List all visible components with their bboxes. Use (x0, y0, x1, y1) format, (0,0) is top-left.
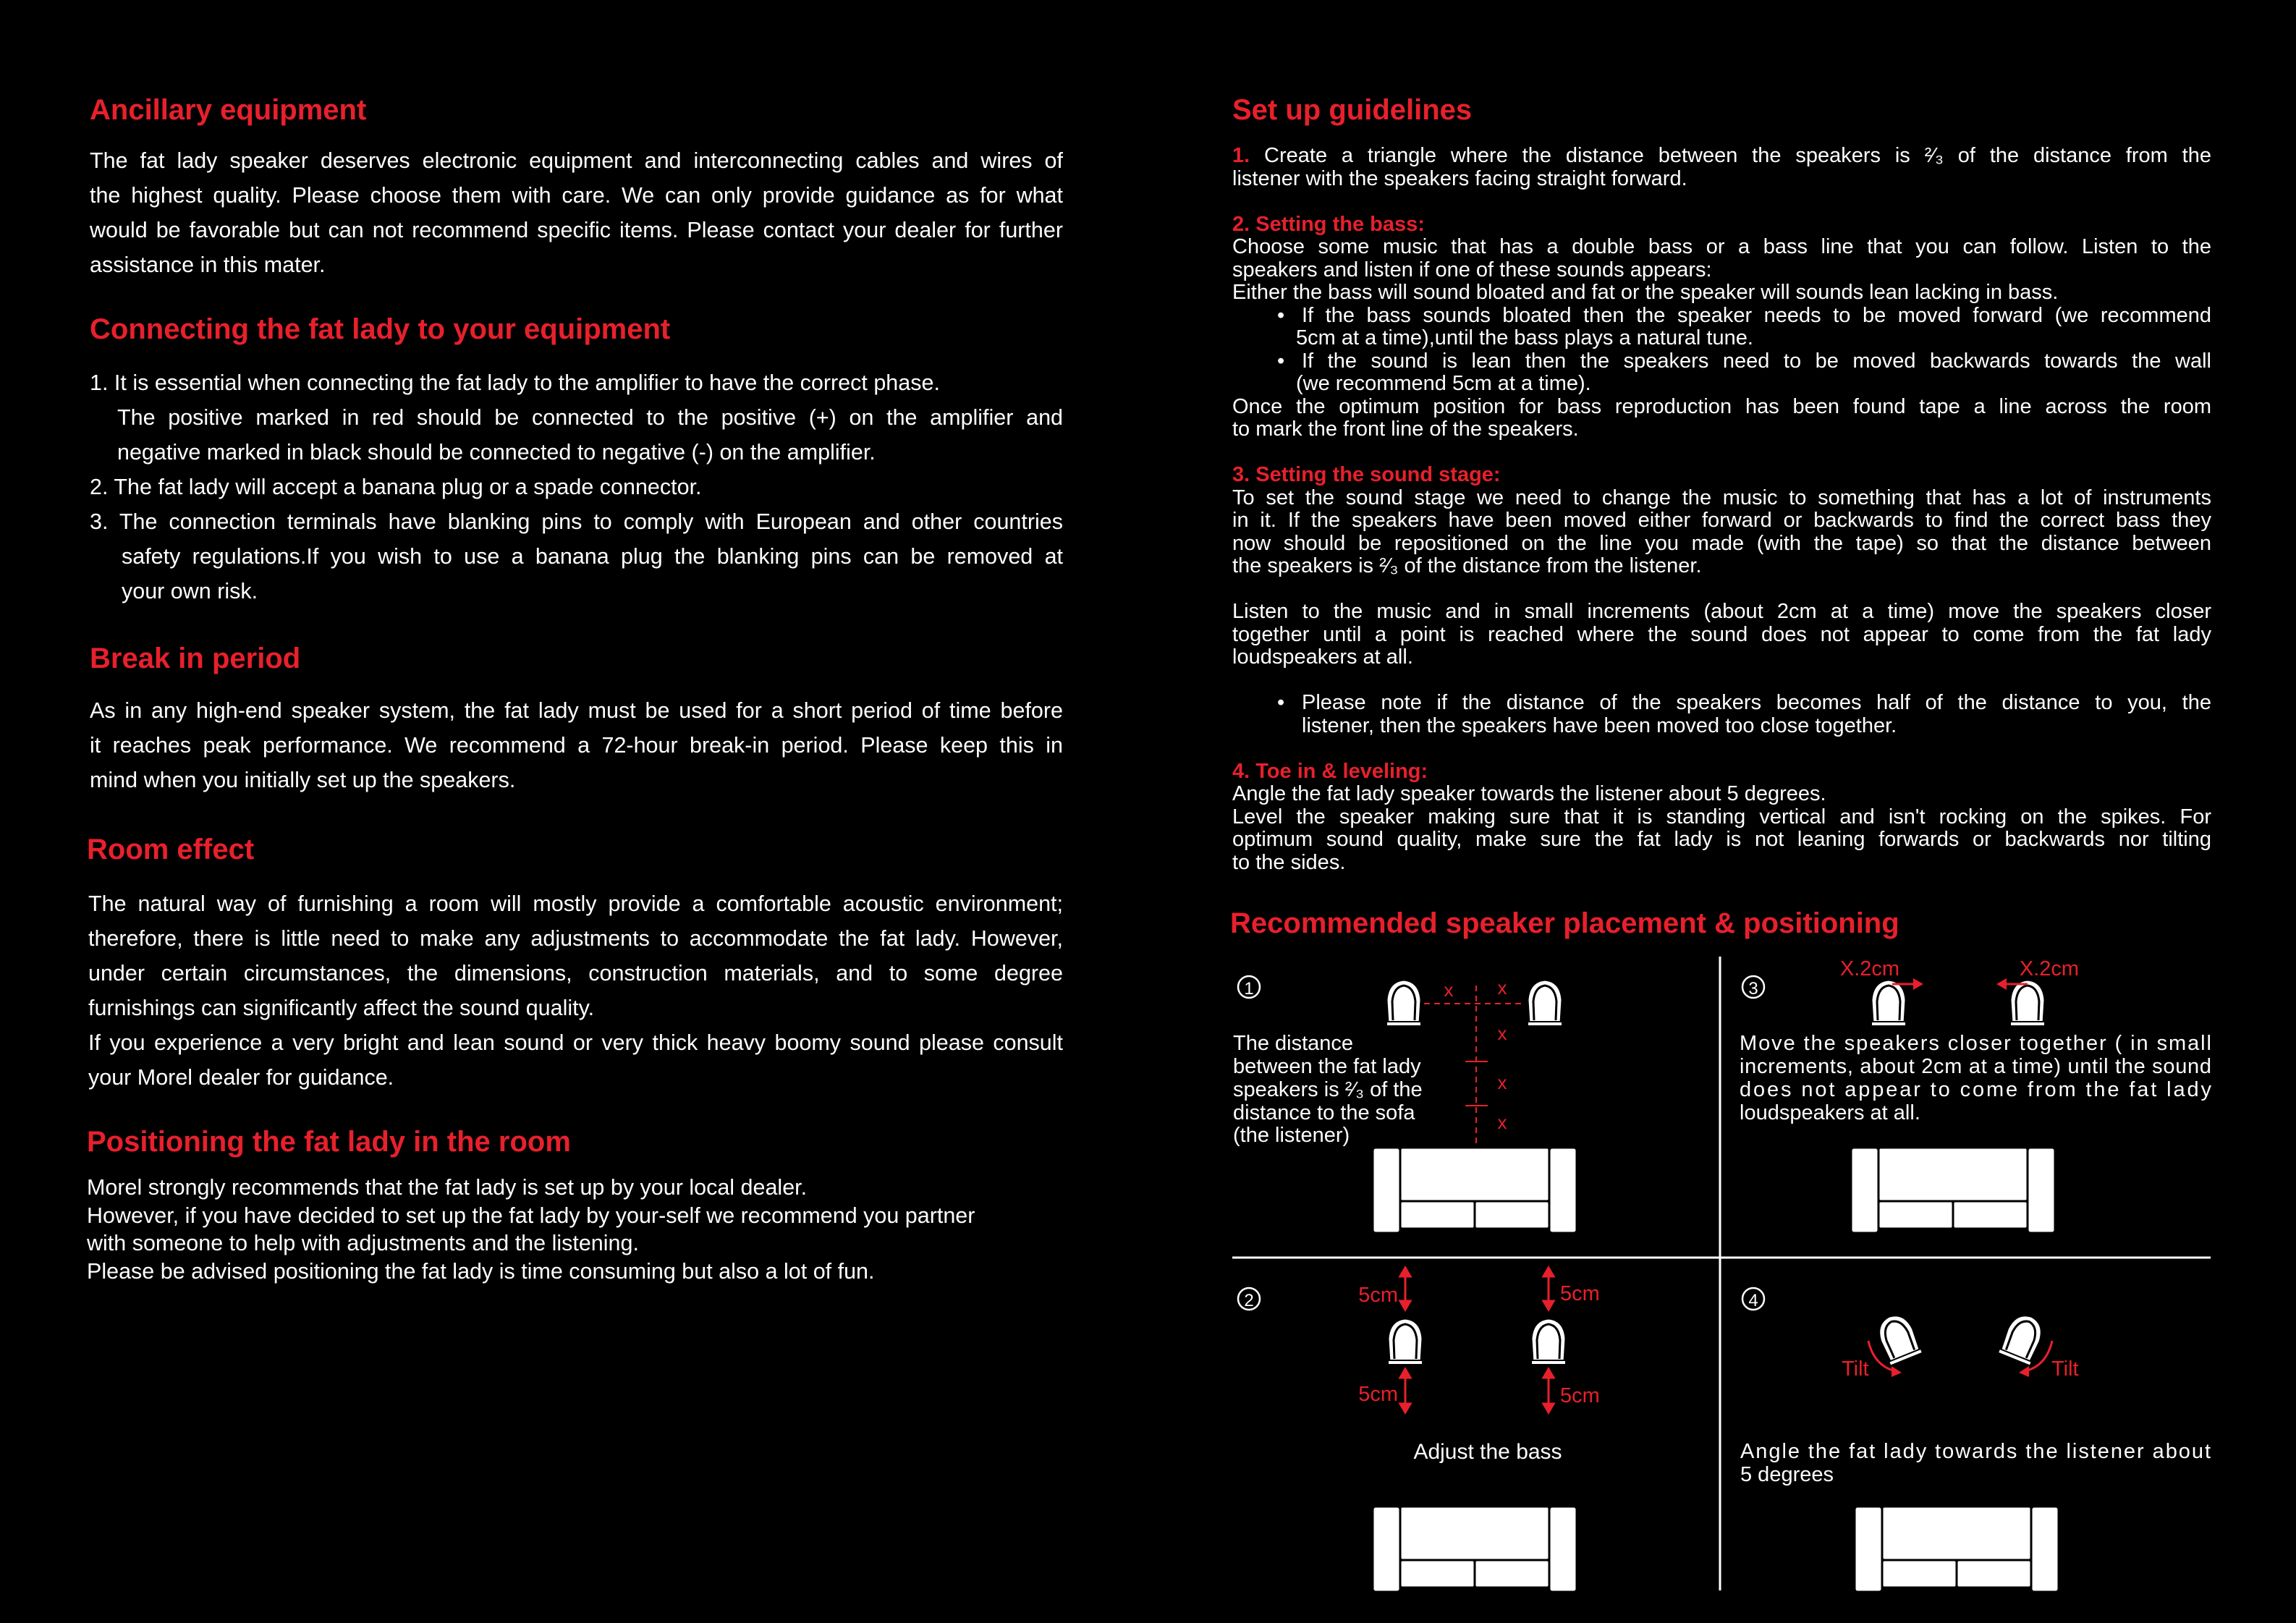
text-line: The fat lady speaker deserves electronic equipment and interconnecting cables and wires of (90, 148, 1063, 173)
speaker-icon (1998, 1310, 2047, 1365)
text-line: 2. The fat lady will accept a banana plug or a spade connector. (90, 475, 702, 499)
text-line: to the sides. (1232, 850, 1346, 874)
distance-label: X.2cm (2019, 957, 2080, 980)
text-line: 5cm at a time),until the bass plays a natural tune. (1296, 326, 1753, 349)
x-label: x (1497, 1072, 1507, 1093)
text-line: If you experience a very bright and lean sound or very thick heavy boomy sound please consult (88, 1030, 1063, 1055)
text-line: listener with the speakers facing straight forward. (1232, 166, 1687, 190)
text-line: distance to the sofa (1233, 1101, 1415, 1124)
heading-positioning: Positioning the fat lady in the room (87, 1126, 571, 1158)
text-line: (we recommend 5cm at a time). (1296, 372, 1591, 395)
distance-label: X.2cm (1839, 957, 1900, 980)
x-label: x (1497, 977, 1507, 999)
text-line: Either the bass will sound bloated and fat or the speaker will sounds lean lacking in bass. (1232, 281, 2059, 304)
panel-3-text (1740, 1032, 2212, 1124)
text-line: in it. If the speakers have been moved either forward or backwards to find the correct bass they (1232, 509, 2211, 532)
heading-break-in: Break in period (90, 643, 301, 674)
text-line: together until a point is reached where the sound does not appear to come from the fat lady (1232, 622, 2211, 646)
text-line: does not appear to come from the fat lady (1740, 1078, 2211, 1101)
text-line: under certain circumstances, the dimensions, construction materials, and to some degree (88, 961, 1063, 986)
text-line: Level the speaker making sure that it is standing vertical and isn't rocking on the spikes. For (1232, 805, 2211, 829)
heading-room-effect: Room effect (87, 834, 255, 865)
heading-connecting: Connecting the fat lady to your equipment (90, 313, 671, 345)
text-line: optimum sound quality, make sure the fat lady is not leaning forwards or backwards nor tilting (1232, 828, 2211, 851)
x-label: x (1497, 1022, 1507, 1044)
speaker-icon (2010, 980, 2045, 1026)
text-line: • If the bass sounds bloated then the speaker needs to be moved forward (we recommend (1302, 303, 2211, 327)
text-line: your own risk. (122, 579, 258, 603)
panel-1-number: 1 (1244, 979, 1254, 999)
panel-2-caption: Adjust the bass (1413, 1440, 1562, 1464)
step-1-line: Create a triangle where the distance between the speakers is ²⁄₃ of the distance from the (1264, 144, 2211, 167)
text-line: negative marked in black should be connected to negative (-) on the amplifier. (117, 440, 876, 465)
text-line: • Please note if the distance of the speakers becomes half of the distance to you, the (1302, 691, 2211, 714)
step-1-number: 1. (1232, 144, 1250, 167)
heading-recommended-placement: Recommended speaker placement & positioning (1230, 907, 1899, 939)
arrow-head (1996, 978, 2007, 990)
step-4-title: 4. Toe in & leveling: (1232, 759, 1428, 783)
speaker-icon (1871, 980, 1906, 1026)
text-line: would be favorable but can not recommend specific items. Please contact your dealer for further (90, 218, 1063, 242)
panel-2-number: 2 (1244, 1291, 1254, 1310)
tilt-label: Tilt (2051, 1357, 2079, 1381)
text-line: it reaches peak performance. We recommend a 72-hour break-in period. Please keep this in (90, 733, 1063, 758)
text-line: therefore, there is little need to make any adjustments to accommodate the fat lady. However, (88, 926, 1063, 951)
text-line: listener, then the speakers have been moved too close together. (1302, 713, 1897, 737)
text-line: now should be repositioned on the line you made (with the tape) so that the distance between (1232, 531, 2211, 555)
text-line: However, if you have decided to set up the fat lady by your-self we recommend you partner (87, 1203, 975, 1228)
text-line: the speakers is ²⁄₃ of the distance from the listener. (1232, 554, 1702, 577)
text-line: Listen to the music and in small increments (about 2cm at a time) move the speakers closer (1232, 600, 2211, 623)
offset-label: 5cm (1358, 1383, 1398, 1406)
text-line: between the fat lady (1233, 1055, 1421, 1078)
offset-label: 5cm (1358, 1284, 1398, 1307)
text-line: to mark the front line of the speakers. (1232, 418, 1579, 441)
text-line: The distance (1233, 1032, 1354, 1055)
arrow-head (1892, 1366, 1902, 1377)
text-line: speakers and listen if one of these sounds appears: (1232, 258, 1712, 281)
sofa-icon (1855, 1507, 2059, 1592)
text-line: Morel strongly recommends that the fat lady is set up by your local dealer. (87, 1175, 808, 1200)
text-line: Choose some music that has a double bass or a bass line that you can follow. Listen to the (1232, 235, 2211, 258)
text-line: Angle the fat lady towards the listener about (1740, 1440, 2211, 1463)
sofa-icon (1373, 1507, 1577, 1592)
text-line: safety regulations.If you wish to use a banana plug the blanking pins can be removed at (122, 544, 1063, 569)
text-line: Move the speakers closer together ( in small (1740, 1032, 2211, 1055)
arrow-head (2019, 1366, 2029, 1377)
text-line: 5 degrees (1740, 1463, 1834, 1486)
text-line: As in any high-end speaker system, the fat lady must be used for a short period of time before (90, 698, 1063, 723)
heading-ancillary-equipment: Ancillary equipment (90, 94, 367, 126)
text-line: Angle the fat lady speaker towards the listener about 5 degrees. (1232, 782, 1826, 805)
tilt-label: Tilt (1842, 1357, 1869, 1381)
arrow-head (1913, 978, 1923, 990)
text-line: • If the sound is lean then the speakers need to be moved backwards towards the wall (1302, 349, 2211, 373)
text-line: Once the optimum position for bass reproduction has been found tape a line across the room (1232, 394, 2211, 418)
x-label: x (1497, 1111, 1507, 1133)
text-line: To set the sound stage we need to change the music to something that has a lot of instruments (1232, 486, 2211, 509)
text-line: your Morel dealer for guidance. (88, 1065, 394, 1090)
speaker-icon (1873, 1310, 1923, 1365)
text-line: furnishings can significantly affect the sound quality. (88, 996, 595, 1020)
text-line: 3. The connection terminals have blanking pins to comply with European and other countries (90, 509, 1063, 534)
heading-setup-guidelines: Set up guidelines (1232, 94, 1473, 126)
speaker-icon (1531, 1318, 1566, 1365)
offset-label: 5cm (1560, 1282, 1600, 1305)
speaker-icon (1388, 1318, 1423, 1365)
step-3-title: 3. Setting the sound stage: (1232, 463, 1501, 486)
x-label: x (1444, 979, 1454, 1001)
step-2-title: 2. Setting the bass: (1232, 212, 1425, 236)
speaker-icon (1386, 980, 1421, 1026)
panel-3-number: 3 (1748, 979, 1758, 999)
text-line: Please be advised positioning the fat lady is time consuming but also a lot of fun. (87, 1258, 875, 1284)
text-line: assistance in this mater. (90, 253, 326, 277)
speaker-icon (1528, 980, 1562, 1026)
text-line: loudspeakers at all. (1740, 1101, 1920, 1124)
sofa-icon (1851, 1148, 2055, 1233)
text-line: The positive marked in red should be connected to the positive (+) on the amplifier and (117, 405, 1063, 430)
panel-4-number: 4 (1748, 1291, 1758, 1310)
panel-4-text (1740, 1440, 2211, 1486)
text-line: increments, about 2cm at a time) until the sound (1740, 1055, 2211, 1078)
offset-label: 5cm (1560, 1384, 1600, 1407)
text-line: mind when you initially set up the speakers. (90, 768, 516, 792)
sofa-icon (1373, 1148, 1577, 1233)
text-line: (the listener) (1233, 1124, 1350, 1147)
text-line: with someone to help with adjustments and the listening. (87, 1231, 639, 1255)
text-line: speakers is ²⁄₃ of the (1233, 1078, 1423, 1101)
text-line: the highest quality. Please choose them with care. We can only provide guidance as for what (90, 183, 1063, 208)
text-line: loudspeakers at all. (1232, 645, 1413, 669)
text-line: 1. It is essential when connecting the fat lady to the amplifier to have the correct phase. (90, 370, 940, 395)
text-line: The natural way of furnishing a room will mostly provide a comfortable acoustic environment; (88, 891, 1063, 916)
panel-1-text (1233, 1032, 1423, 1147)
